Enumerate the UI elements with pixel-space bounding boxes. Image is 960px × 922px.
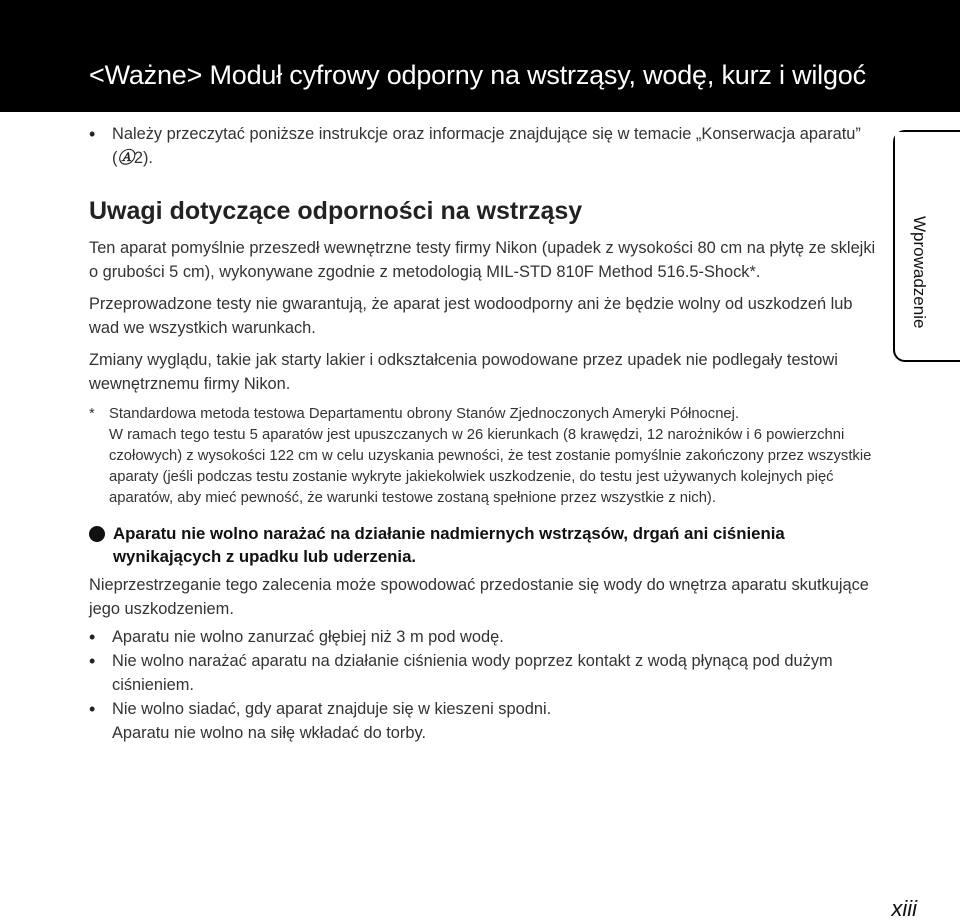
side-tab-label: Wprowadzenie [910,216,929,329]
list-item: • Aparatu nie wolno zanurzać głębiej niż 3 m pod wodę. [89,625,879,649]
list-item-text: Nie wolno siadać, gdy aparat znajduje się w kieszeni spodni. [112,700,552,718]
warning-bullet-icon [89,526,105,542]
shock-paragraph-1: Ten aparat pomyślnie przeszedł wewnętrzne testy firmy Nikon (upadek z wysokości 80 cm na płytę ze sklejki o grubości 5 cm), wykonywane zgodnie z metodologią MIL-STD 810F Method 516.5-Shock*. [89,239,876,281]
reference-icon[interactable]: Ⓐ [117,149,134,167]
footnote [89,404,879,509]
footnote-line-1: Standardowa metoda testowa Departamentu obrony Stanów Zjednoczonych Ameryki Północnej. [109,406,740,422]
list-item-extra: Aparatu nie wolno na siłę wkładać do torby. [112,724,427,742]
side-tab-top [895,132,960,204]
warning-block [89,522,879,568]
shock-paragraph-3: Zmiany wyglądu, takie jak starty lakier i odkształcenia powodowane przez upadek nie podlegały testowi wewnętrznemu firmy Nikon. [89,351,838,393]
warning-title: Aparatu nie wolno narażać na działanie nadmiernych wstrząsów, drgań ani ciśnienia wynikających z upadku lub uderzenia. [113,524,785,566]
main-content [89,122,879,745]
page-number: xiii [891,896,917,921]
warning-list [89,625,879,745]
page-title: <Ważne> Moduł cyfrowy odporny na wstrząsy, wodę, kurz i wilgoć [89,60,866,90]
list-item: • Nie wolno narażać aparatu na działanie ciśnienia wody poprzez kontakt z wodą płynącą pod dużym ciśnieniem. [89,649,879,697]
intro-text-before: Należy przeczytać poniższe instrukcje oraz informacje znajdujące się w temacie „Konserwacja aparatu” ( [112,125,861,167]
footnote-mark: * [89,406,95,422]
list-item [89,697,879,745]
side-tab[interactable] [893,130,960,362]
intro-text-after: 2). [133,149,153,167]
intro-bullet [89,122,879,170]
section-heading: Uwagi dotyczące odporności na wstrząsy [89,197,583,225]
header-bar [0,0,960,112]
footnote-line-2: W ramach tego testu 5 aparatów jest upuszczanych w 26 kierunkach (8 krawędzi, 12 narożników i 6 powierzchni czołowych) z wysokości 122 cm w celu uzyskania pewności, że test zostanie pomyślnie zakończony przez wszystkie aparaty (jeśli podczas testu zostanie wykryte jakiekolwiek uszkodzenie, do testu jest używanych kolejnych pięć aparatów, aby mieć pewność, że warunki testowe zostaną spełnione przez wszystkie z nich). [109,427,872,506]
shock-paragraph-2: Przeprowadzone testy nie gwarantują, że aparat jest wodoodporny ani że będzie wolny od uszkodzeń lub wad we wszystkich warunkach. [89,295,853,337]
warning-body: Nieprzestrzeganie tego zalecenia może spowodować przedostanie się wody do wnętrza aparatu skutkujące jego uszkodzeniem. [89,576,869,618]
